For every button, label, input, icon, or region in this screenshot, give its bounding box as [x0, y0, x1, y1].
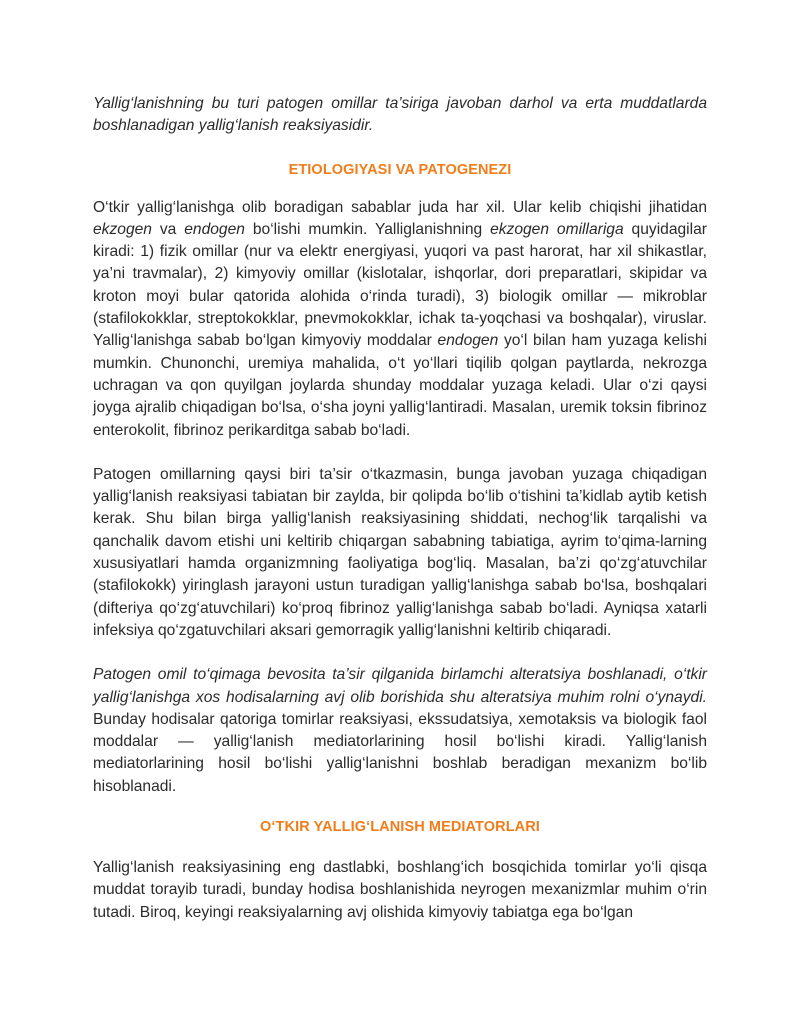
italic-term: ekzogen omillariga	[490, 220, 624, 238]
intro-paragraph: Yallig‘lanishning bu turi patogen omillar ta’siriga javoban darhol va erta muddatlarda boshlanadigan yallig‘lanish reaksiyasidir.	[93, 95, 707, 135]
text-run: quyidagilar kiradi: 1) fizik omillar (nur va elektr energiyasi, yuqori va past harorat, har xil shikastlar, ya’ni travmalar), 2) kimyoviy omillar (kislotalar, ishqorlar, dori preparatlari, skipidar va kroton moyi bular qatorida alohida o‘rinda turadi), 3) biologik omillar — mikroblar (stafilokokklar, streptokokklar, pnevmokokklar, ichak ta-yoqchasi va boshqalar), viruslar. Yallig‘lanishga sabab bo‘lgan kimyoviy moddalar	[93, 220, 707, 350]
italic-term: endogen	[437, 332, 499, 350]
italic-sentence: Patogen omil to‘qimaga bevosita ta’sir qilganida birlamchi alteratsiya boshlanadi, o‘tkir yallig‘lanishga xos hodisalarning avj olib borishida shu alteratsiya muhim rolni o‘ynaydi.	[93, 666, 707, 706]
text-run: yo‘l bilan ham yuzaga kelishi mumkin. Chunonchi, uremiya mahalida, o‘t yo‘llari tiqilib qolgan paytlarda, nekrozga uchragan va qon quyilgan joylarda shunday moddalar yuzaga keladi. Ular o‘zi qaysi joyga ajralib chiqadigan bo‘lsa, o‘sha joyni yallig‘lantiradi. Masalan, uremik toksin fibrinoz enterokolit, fibrinoz perikarditga sabab bo‘ladi.	[93, 332, 707, 439]
paragraph-alteration	[93, 664, 707, 798]
text-run: bo‘lishi mumkin. Yalliglanishning	[244, 220, 491, 238]
text-run: va	[151, 220, 185, 238]
paragraph-reaction-nature: Patogen omillarning qaysi biri ta’sir o‘tkazmasin, bunga javoban yuzaga chiqadigan yallig‘lanish reaksiyasi tabiatan bir zaylda, bir qolipda bo‘lib o‘tishini ta’kidlab aytib ketish kerak. Shu bilan birga yallig‘lanish reaksiyasining shiddati, nechog‘lik tarqalishi va qanchalik davom etishi uni keltirib chiqargan sababning tabiatiga, ayrim to‘qima-larning xususiyatlari hamda organizmning faoliyatiga bog‘liq. Masalan, ba’zi qo‘zg‘atuvchilar (stafilokokk) yiringlash jarayoni ustun turadigan yallig‘lanishga sabab bo‘lsa, boshqalari (difteriya qo‘zg‘atuvchilari) ko‘proq fibrinoz yallig‘lanishga sabab bo‘ladi. Ayniqsa xatarli infeksiya qo‘zgatuvchilari aksari gemorragik yallig‘lanishni keltirib chiqaradi.	[93, 465, 707, 639]
text-run: O‘tkir yallig‘lanishga olib boradigan sabablar juda har xil. Ular kelib chiqishi jihatidan	[93, 198, 707, 216]
section-heading-mediators: O‘TKIR YALLIG‘LANISH MEDIATORLARI	[260, 819, 540, 836]
italic-term: endogen	[184, 220, 245, 238]
italic-term: ekzogen	[93, 220, 152, 238]
paragraph-mediators: Yallig‘lanish reaksiyasining eng dastlabki, boshlang‘ich bosqichida tomirlar yo‘li qisqa muddat torayib turadi, bunday hodisa boshlanishida neyrogen mexanizmlar muhim o‘rin tutadi. Biroq, keyingi reaksiyalarning avj olishida kimyoviy tabiatga ega bo‘lgan	[93, 859, 707, 921]
section-heading-etiology: ETIOLOGIYASI VA PATOGENEZI	[288, 161, 512, 178]
paragraph-etiology-causes	[93, 197, 707, 442]
text-run: Bunday hodisalar qatoriga tomirlar reaksiyasi, ekssudatsiya, xemotaksis va biologik faol moddalar — yallig‘lanish mediatorlarining hosil bo‘lishi kiradi. Yallig‘lanish mediatorlarining hosil bo‘lishi yallig‘lanishni boshlab beradigan mexanizm bo‘lib hisoblanadi.	[93, 710, 707, 795]
